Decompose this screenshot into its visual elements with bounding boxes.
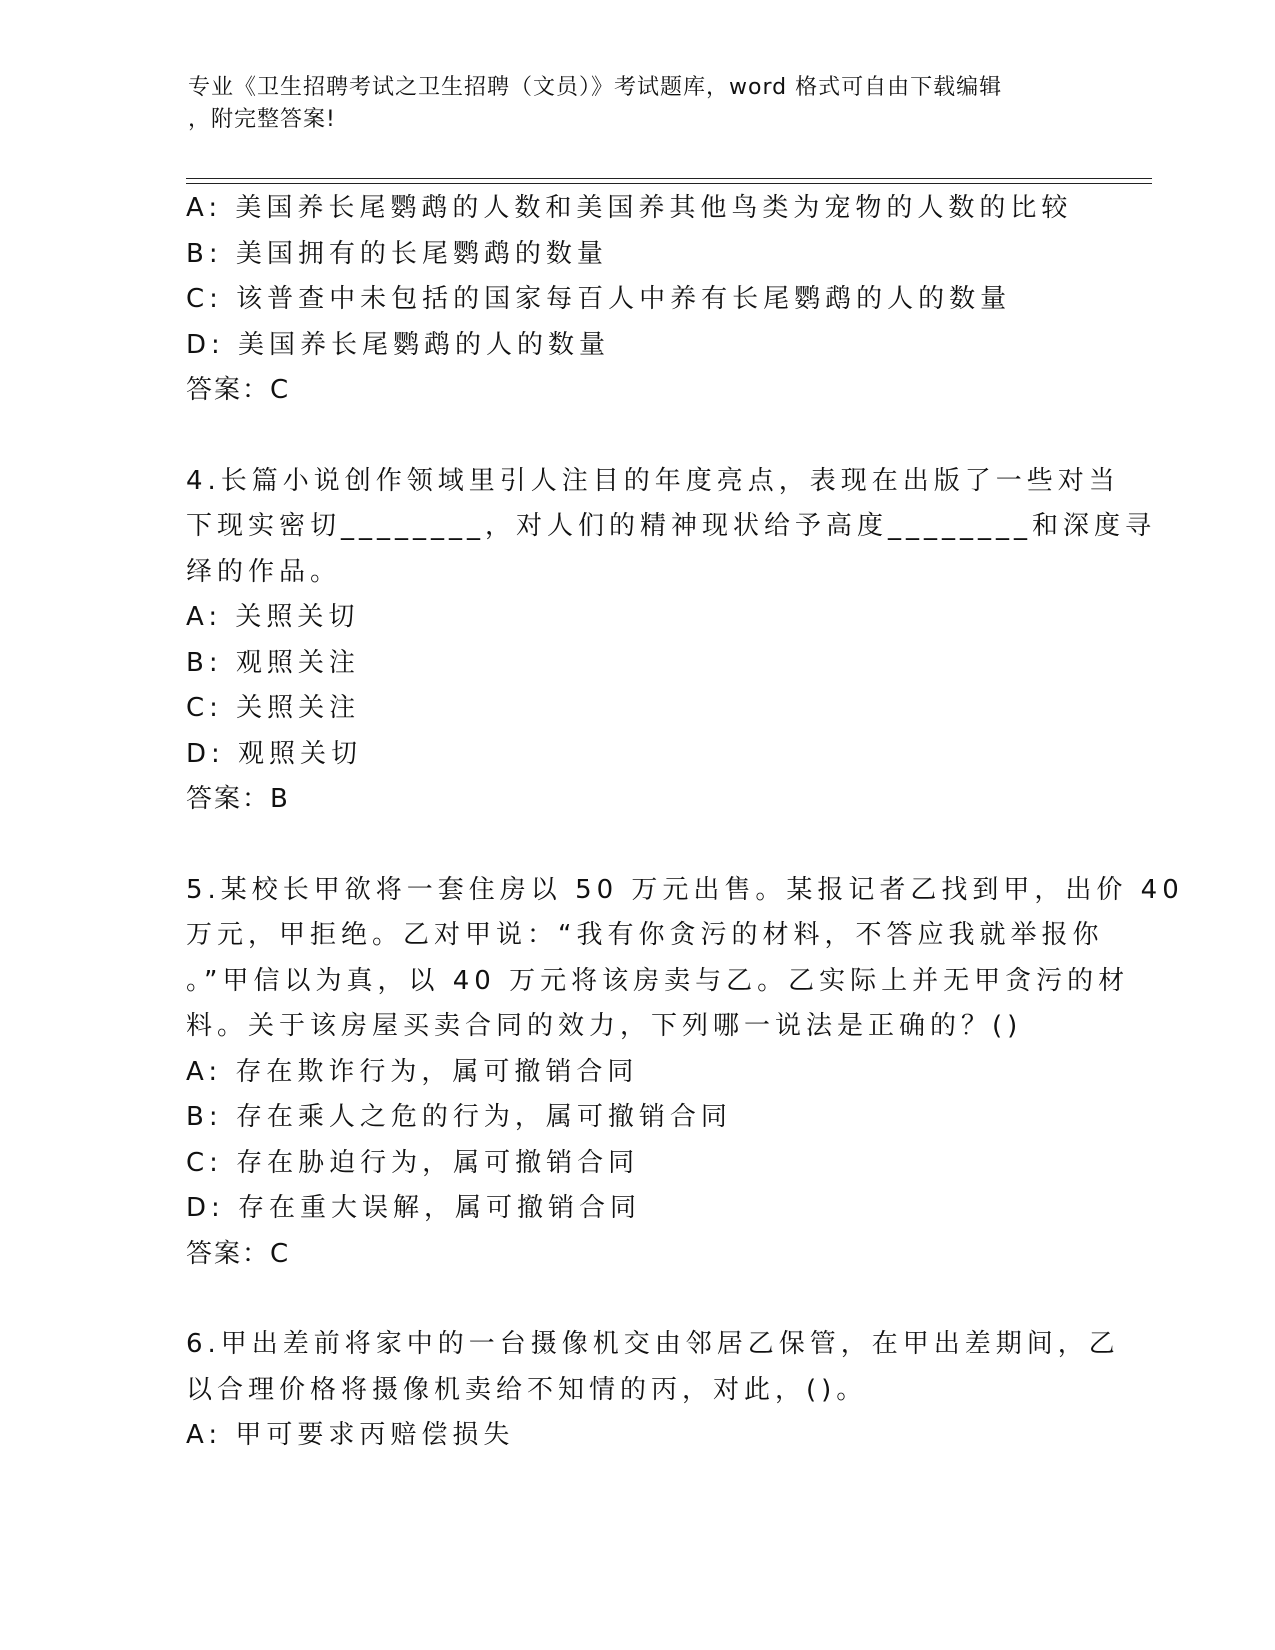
question-stem-line: 4.长篇小说创作领域里引人注目的年度亮点，表现在出版了一些对当 bbox=[186, 465, 1120, 496]
header-rule-bottom bbox=[186, 183, 1152, 184]
answer: 答案：C bbox=[186, 375, 291, 405]
question-stem-line: 万元，甲拒绝。乙对甲说：“我有你贪污的材料，不答应我就举报你 bbox=[186, 920, 1104, 950]
option-a: A: 美国养长尾鹦鹉的人数和美国养其他鸟类为宠物的人数的比较 bbox=[186, 193, 1073, 223]
option-d: D: 存在重大误解，属可撤销合同 bbox=[186, 1193, 642, 1223]
question-6 bbox=[186, 1322, 1120, 1459]
question-3 bbox=[186, 186, 1086, 414]
option-a: A: 存在欺诈行为，属可撤销合同 bbox=[186, 1056, 639, 1087]
header-rule-top bbox=[186, 178, 1152, 179]
question-stem-line: 5.某校长甲欲将一套住房以 50 万元出售。某报记者乙找到甲，出价 40 bbox=[186, 874, 1184, 905]
question-stem-line: 6.甲出差前将家中的一台摄像机交由邻居乙保管，在甲出差期间，乙 bbox=[186, 1329, 1120, 1359]
question-stem-line: 以合理价格将摄像机卖给不知情的丙，对此，()。 bbox=[186, 1374, 868, 1405]
header-line-2: ，附完整答案! bbox=[188, 107, 336, 132]
answer: 答案：C bbox=[186, 1238, 291, 1269]
option-d: D: 观照关切 bbox=[186, 738, 363, 769]
question-stem-line: 。”甲信以为真，以 40 万元将该房卖与乙。乙实际上并无甲贪污的材 bbox=[186, 965, 1130, 996]
spacer bbox=[186, 823, 1086, 868]
option-c: C: 关照关注 bbox=[186, 693, 361, 723]
option-b: B: 存在乘人之危的行为，属可撤销合同 bbox=[186, 1102, 732, 1132]
question-stem-line: 绎的作品。 bbox=[186, 556, 342, 587]
option-b: B: 美国拥有的长尾鹦鹉的数量 bbox=[186, 238, 608, 269]
answer: 答案：B bbox=[186, 784, 290, 814]
question-stem-line: 下现实密切________，对人们的精神现状给予高度________和深度寻 bbox=[186, 511, 1157, 541]
option-c: C: 该普查中未包括的国家每百人中养有长尾鹦鹉的人的数量 bbox=[186, 284, 1012, 314]
question-list bbox=[186, 186, 1184, 1459]
option-c: C: 存在胁迫行为，属可撤销合同 bbox=[186, 1147, 640, 1178]
question-stem-line: 料。关于该房屋买卖合同的效力，下列哪一说法是正确的？() bbox=[186, 1011, 1023, 1041]
document-header bbox=[188, 72, 1068, 136]
option-b: B: 观照关注 bbox=[186, 647, 360, 678]
question-4 bbox=[186, 459, 1157, 823]
header-line-1: 专业《卫生招聘考试之卫生招聘（文员）》考试题库，word 格式可自由下载编辑 bbox=[188, 75, 1003, 100]
option-a: A: 关照关切 bbox=[186, 602, 360, 632]
option-d: D: 美国养长尾鹦鹉的人的数量 bbox=[186, 329, 611, 360]
option-a: A: 甲可要求丙赔偿损失 bbox=[186, 1420, 515, 1450]
spacer bbox=[186, 1277, 1086, 1322]
question-5 bbox=[186, 868, 1184, 1278]
spacer bbox=[186, 414, 1086, 459]
